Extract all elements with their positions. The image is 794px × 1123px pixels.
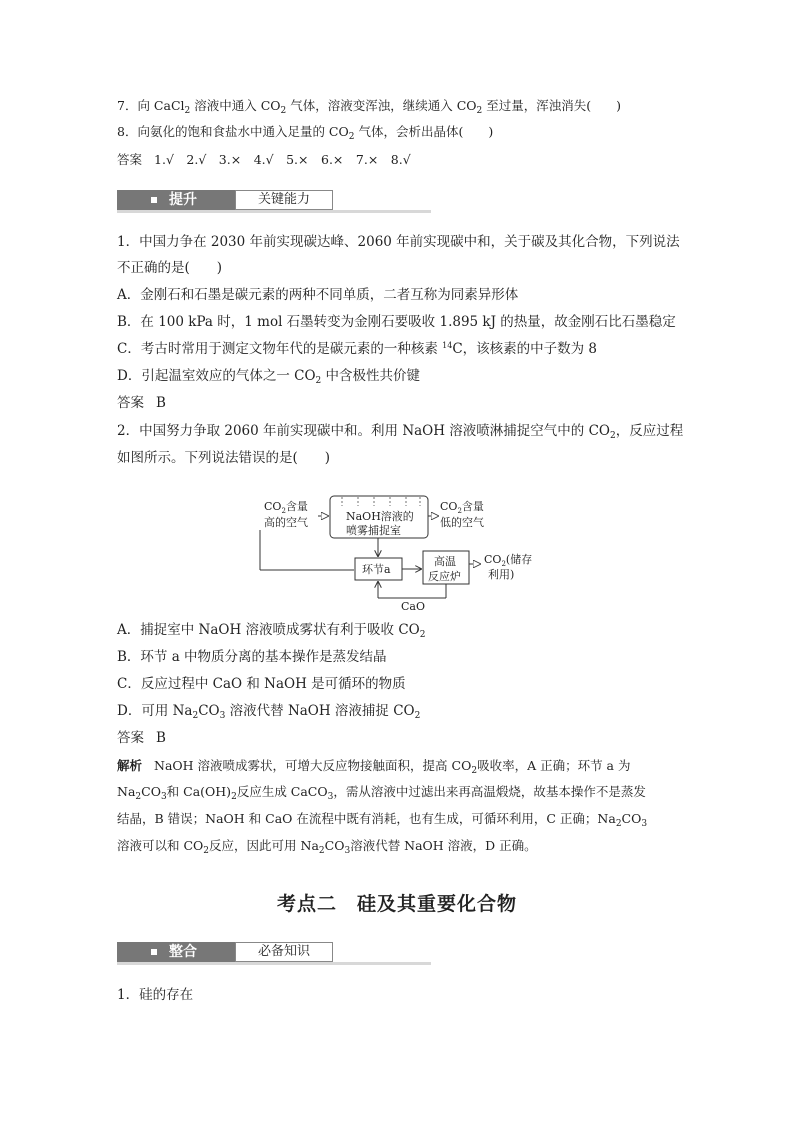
cao-label: CaO xyxy=(401,600,425,612)
q2-option-d: D．可用 $Na_2CO_3$ 溶液代替 NaOH 溶液捕捉 $CO_2$ xyxy=(117,703,421,721)
furnace-label-bottom: 反应炉 xyxy=(428,570,461,583)
section-banner-improve: 提升 关键能力 xyxy=(117,190,431,212)
judge-answer: 答案 1.√ 2.√ 3.× 4.√ 5.× 6.× 7.× 8.√ xyxy=(117,152,411,167)
bullet-square-icon xyxy=(151,949,157,955)
q1-answer: 答案 B xyxy=(117,395,166,411)
chamber-label-bottom: 喷雾捕捉室 xyxy=(346,524,401,537)
section-heading-silicon: 考点二 硅及其重要化合物 xyxy=(276,893,517,915)
q2-stem-line1: 2．中国努力争取 2060 年前实现碳中和。利用 NaOH 溶液喷淋捕捉空气中的 $CO_2$，反应过程 xyxy=(117,423,684,441)
q1-stem-line2: 不正确的是( ) xyxy=(117,260,223,276)
answer-label: 答案 xyxy=(117,152,143,167)
q2-option-c: C．反应过程中 CaO 和 NaOH 是可循环的物质 xyxy=(117,676,406,692)
q1-stem-line1: 1．中国力争在 2030 年前实现碳达峰、2060 年前实现碳中和，关于碳及其化合物，下列说法 xyxy=(117,234,680,250)
silicon-existence-item: 1．硅的存在 xyxy=(117,987,194,1003)
q1-option-b: B．在 100 kPa 时，1 mol 石墨转变为金刚石要吸收 1.895 kJ 的热量，故金刚石比石墨稳定 xyxy=(117,314,676,330)
co2-product-label-top: $CO_2$(储存 xyxy=(484,553,533,568)
q1-option-c: C．考古时常用于测定文物年代的是碳元素的一种核素 $^{14}$C，该核素的中子数为 8 xyxy=(117,341,598,357)
co2-product-label-bottom: 利用) xyxy=(488,568,515,581)
q1-option-d: D．引起温室效应的气体之一 $CO_2$ 中含极性共价键 xyxy=(117,368,421,386)
q2-option-a: A．捕捉室中 NaOH 溶液喷成雾状有利于吸收 $CO_2$ xyxy=(117,622,426,640)
q2-answer: 答案 B xyxy=(117,730,166,746)
furnace-label-top: 高温 xyxy=(434,555,456,568)
q2-analysis-line3: 结晶，B 错误；NaOH 和 CaO 在流程中既有消耗，也有生成，可循环利用，C 正确；$Na_2CO_3$ xyxy=(117,811,648,829)
q2-option-b: B．环节 a 中物质分离的基本操作是蒸发结晶 xyxy=(117,649,387,665)
judge-item-7: 7．向 CaCl$_2$ 溶液中通入 $CO_2$ 气体，溶液变浑浊，继续通入 $CO_2$ 至过量，浑浊消失( ) xyxy=(117,98,621,116)
low-co2-air-label-top: $CO_2$含量 xyxy=(440,500,484,515)
bullet-square-icon xyxy=(151,197,157,203)
q2-analysis-line4: 溶液可以和 $CO_2$反应，因此可用 $Na_2CO_3$溶液代替 NaOH 溶液，D 正确。 xyxy=(117,838,537,856)
high-co2-air-label-top: $CO_2$含量 xyxy=(264,500,308,515)
q2-stem-line2: 如图所示。下列说法错误的是( ) xyxy=(117,450,331,466)
judge-item-8: 8．向氨化的饱和食盐水中通入足量的 $CO_2$ 气体，会析出晶体( ) xyxy=(117,124,494,142)
chamber-label-top: NaOH溶液的 xyxy=(346,510,414,523)
step-a-label: 环节a xyxy=(362,563,391,576)
q2-analysis-line1: 解析 NaOH 溶液喷成雾状，可增大反应物接触面积，提高 $CO_2$吸收率，A 正确；环节 a 为 xyxy=(117,758,631,776)
high-co2-air-label-bottom: 高的空气 xyxy=(264,516,308,529)
low-co2-air-label-bottom: 低的空气 xyxy=(440,516,484,529)
section-banner-integrate: 整合 必备知识 xyxy=(117,942,431,964)
q2-analysis-line2: $Na_2CO_3$和 $Ca(OH)_2$反应生成 CaCO$_3$，需从溶液中过滤出来再高温煅烧，故基本操作不是蒸发 xyxy=(117,784,646,802)
analysis-label: 解析 xyxy=(117,758,143,773)
carbon-capture-flow-diagram xyxy=(258,494,548,612)
q1-option-a: A．金刚石和石墨是碳元素的两种不同单质，二者互称为同素异形体 xyxy=(117,287,519,303)
